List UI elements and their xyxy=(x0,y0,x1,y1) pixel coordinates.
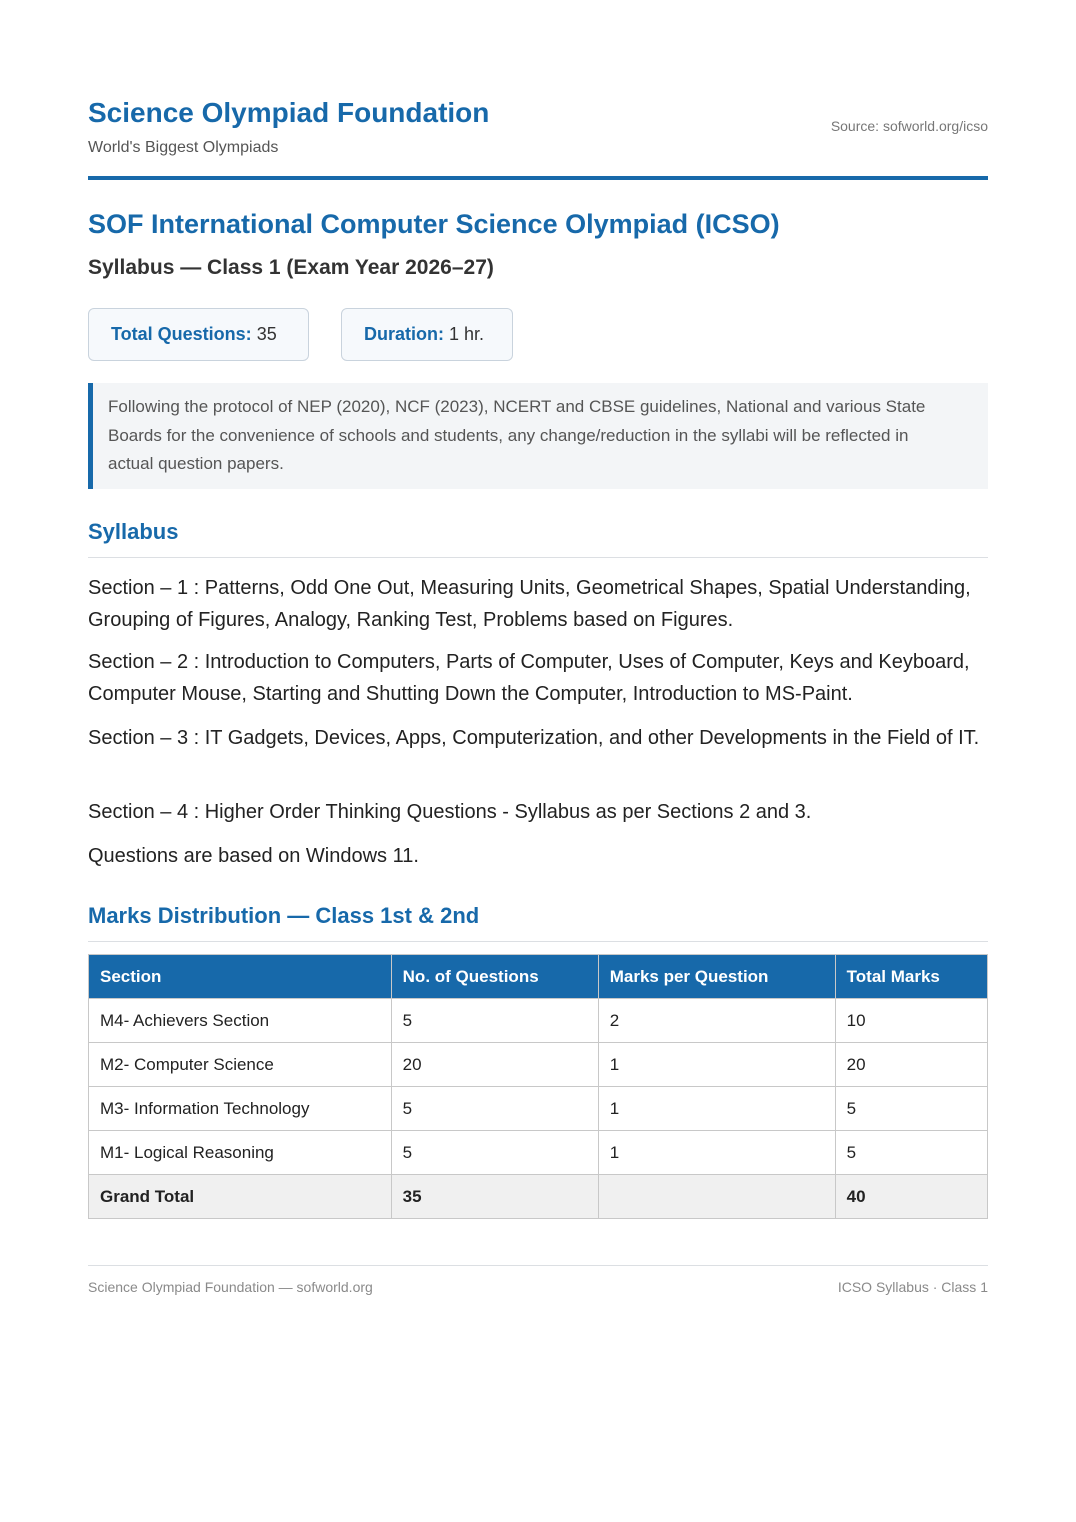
footer-doc-label: ICSO Syllabus · Class 1 xyxy=(837,1279,988,1295)
grand-total-empty-cell xyxy=(598,1175,835,1219)
syllabus-section-2: Section – 2 : Introduction to Computers, Parts of Computer, Uses of Computer, Keys and Keyboard, Computer Mouse, Starting and Shutting Down the Computer, Introduction to MS-Paint. xyxy=(88,651,970,705)
duration-badge xyxy=(341,308,513,361)
syllabus-heading: Syllabus xyxy=(88,517,988,558)
table-cell: 1 xyxy=(598,1043,835,1087)
source-link: Source: sofworld.org/icso xyxy=(830,118,988,134)
table-cell: 2 xyxy=(598,999,835,1043)
page-header xyxy=(88,96,988,180)
column-header: Section xyxy=(89,955,392,999)
page-footer xyxy=(88,1265,988,1295)
table-row xyxy=(89,1087,988,1131)
page-subtitle: Syllabus — Class 1 (Exam Year 2026–27) xyxy=(88,256,494,279)
table-header-row xyxy=(89,955,988,999)
table-cell: M2- Computer Science xyxy=(89,1043,392,1087)
marks-table xyxy=(88,954,988,1219)
column-header: Total Marks xyxy=(835,955,987,999)
duration-label: Duration: xyxy=(364,324,444,344)
column-header: No. of Questions xyxy=(391,955,598,999)
table-row xyxy=(89,1043,988,1087)
table-cell: 20 xyxy=(391,1043,598,1087)
windows-note: Questions are based on Windows 11. xyxy=(88,845,419,867)
table-cell: 5 xyxy=(835,1087,987,1131)
nep-note: Following the protocol of NEP (2020), NCF (2023), NCERT and CBSE guidelines, National and various State Boards for the convenience of schools and students, any change/reduction in the syllabi will be reflected in actual question papers. xyxy=(88,383,988,489)
org-tagline: World's Biggest Olympiads xyxy=(88,139,279,156)
table-cell: 5 xyxy=(391,1087,598,1131)
table-cell: 5 xyxy=(391,999,598,1043)
org-name: Science Olympiad Foundation xyxy=(88,97,490,128)
column-header: Marks per Question xyxy=(598,955,835,999)
table-cell: M3- Information Technology xyxy=(89,1087,392,1131)
table-cell: 20 xyxy=(835,1043,987,1087)
total-questions-badge xyxy=(88,308,309,361)
table-row xyxy=(89,1131,988,1175)
total-questions-label: Total Questions: xyxy=(111,324,252,344)
table-cell: M1- Logical Reasoning xyxy=(89,1131,392,1175)
table-cell: 1 xyxy=(598,1131,835,1175)
grand-total-marks: 40 xyxy=(835,1175,987,1219)
table-row xyxy=(89,999,988,1043)
table-cell: 10 xyxy=(835,999,987,1043)
grand-total-questions: 35 xyxy=(391,1175,598,1219)
table-cell: 5 xyxy=(391,1131,598,1175)
syllabus-section-4: Section – 4 : Higher Order Thinking Questions - Syllabus as per Sections 2 and 3. xyxy=(88,801,812,823)
table-cell: M4- Achievers Section xyxy=(89,999,392,1043)
grand-total-row xyxy=(89,1175,988,1219)
footer-org: Science Olympiad Foundation — sofworld.org xyxy=(88,1279,373,1295)
total-questions-value: 35 xyxy=(256,324,277,344)
duration-value: 1 hr. xyxy=(449,324,485,344)
syllabus-section-1: Section – 1 : Patterns, Odd One Out, Measuring Units, Geometrical Shapes, Spatial Understanding, Grouping of Figures, Analogy, Ranking Test, Problems based on Figures. xyxy=(88,577,971,631)
table-cell: 1 xyxy=(598,1087,835,1131)
syllabus-section-3: Section – 3 : IT Gadgets, Devices, Apps, Computerization, and other Developments in the Field of IT. xyxy=(88,727,980,749)
page-title: SOF International Computer Science Olympiad (ICSO) xyxy=(88,209,780,239)
grand-total-label: Grand Total xyxy=(89,1175,392,1219)
table-cell: 5 xyxy=(835,1131,987,1175)
marks-heading: Marks Distribution — Class 1st & 2nd xyxy=(88,901,988,942)
